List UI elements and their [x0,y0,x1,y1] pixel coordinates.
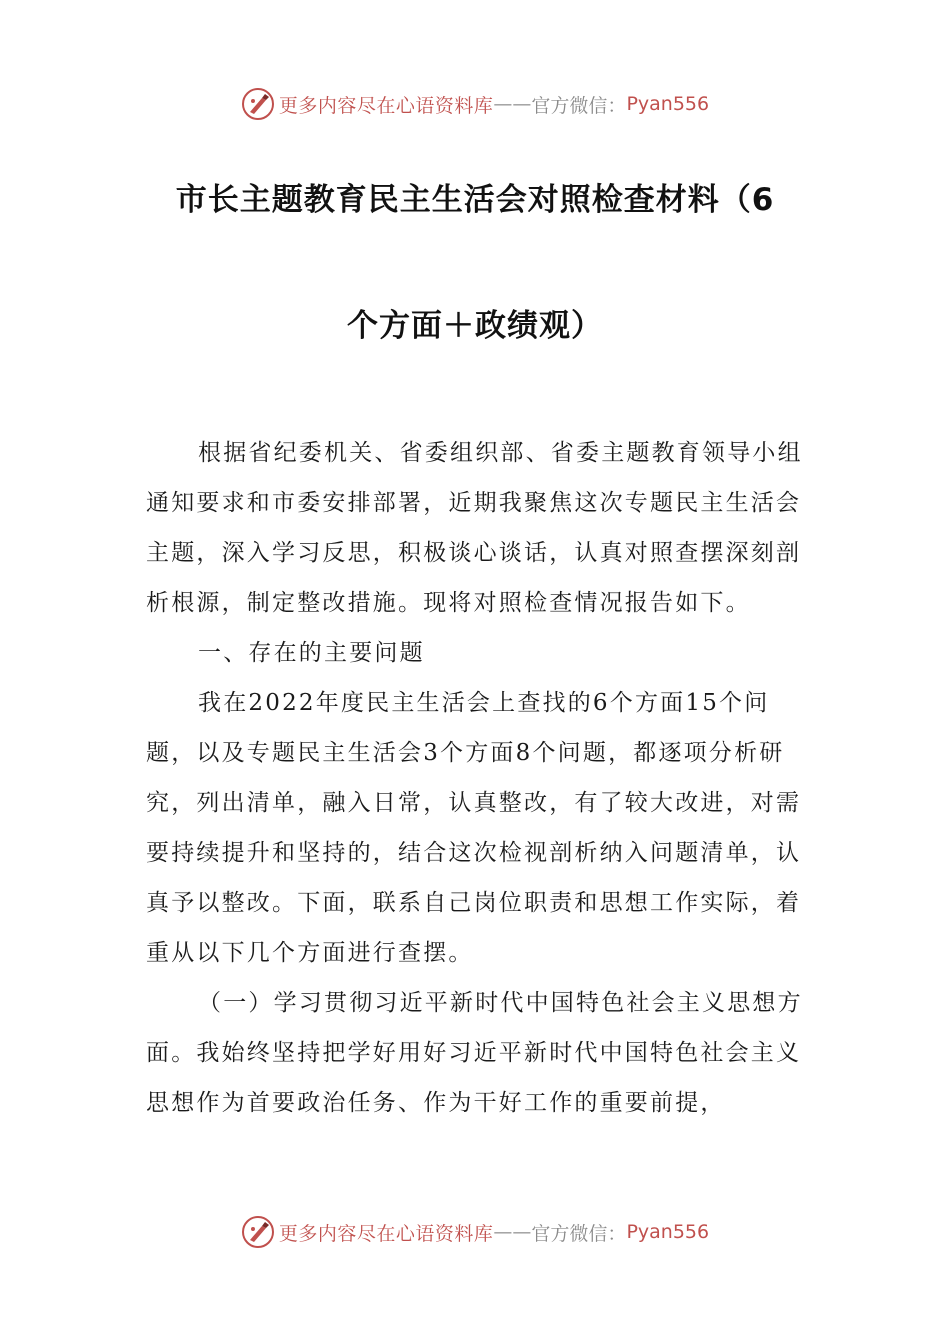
watermark-dash: —— [493,93,532,115]
paragraph: 我在2022年度民主生活会上查找的6个方面15个问题，以及专题民主生活会3个方面8个问题，都逐项分析研究，列出清单，融入日常，认真整改，有了较大改进，对需要持续提升和坚持的，结合这次检视剖析纳入问题清单，认真予以整改。下面，联系自己岗位职责和思想工作实际，着重从以下几个方面进行查摆。 [146,690,802,966]
watermark-wechat-label: 官方微信： [531,1222,627,1245]
pen-nib-logo-icon [241,87,275,121]
watermark-dash: —— [493,1221,532,1243]
paragraph: （一）学习贯彻习近平新时代中国特色社会主义思想方面。我始终坚持把学好用好习近平新时代中国特色社会主义思想作为首要政治任务、作为干好工作的重要前提， [146,990,803,1116]
footer-watermark [0,1212,950,1252]
watermark-wechat-label: 官方微信： [531,94,627,117]
watermark-wechat-id: Pyan556 [626,93,710,115]
paragraph: 根据省纪委机关、省委组织部、省委主题教育领导小组通知要求和市委安排部署，近期我聚焦这次专题民主生活会主题，深入学习反思，积极谈心谈话，认真对照查摆深刻剖析根源，制定整改措施。现将对照检查情况报告如下。 [146,440,803,616]
section-heading: 一、存在的主要问题 [198,640,425,666]
document-body [146,428,811,1128]
document-title-line-2: 个方面＋政绩观） [347,308,603,344]
pen-nib-logo-icon [241,1215,275,1249]
header-watermark [0,84,950,124]
watermark-text: 更多内容尽在心语资料库 [278,94,494,117]
document-title-line-1: 市长主题教育民主生活会对照检查材料（6 [175,182,775,218]
watermark-wechat-id: Pyan556 [626,1221,710,1243]
watermark-text: 更多内容尽在心语资料库 [278,1222,494,1245]
